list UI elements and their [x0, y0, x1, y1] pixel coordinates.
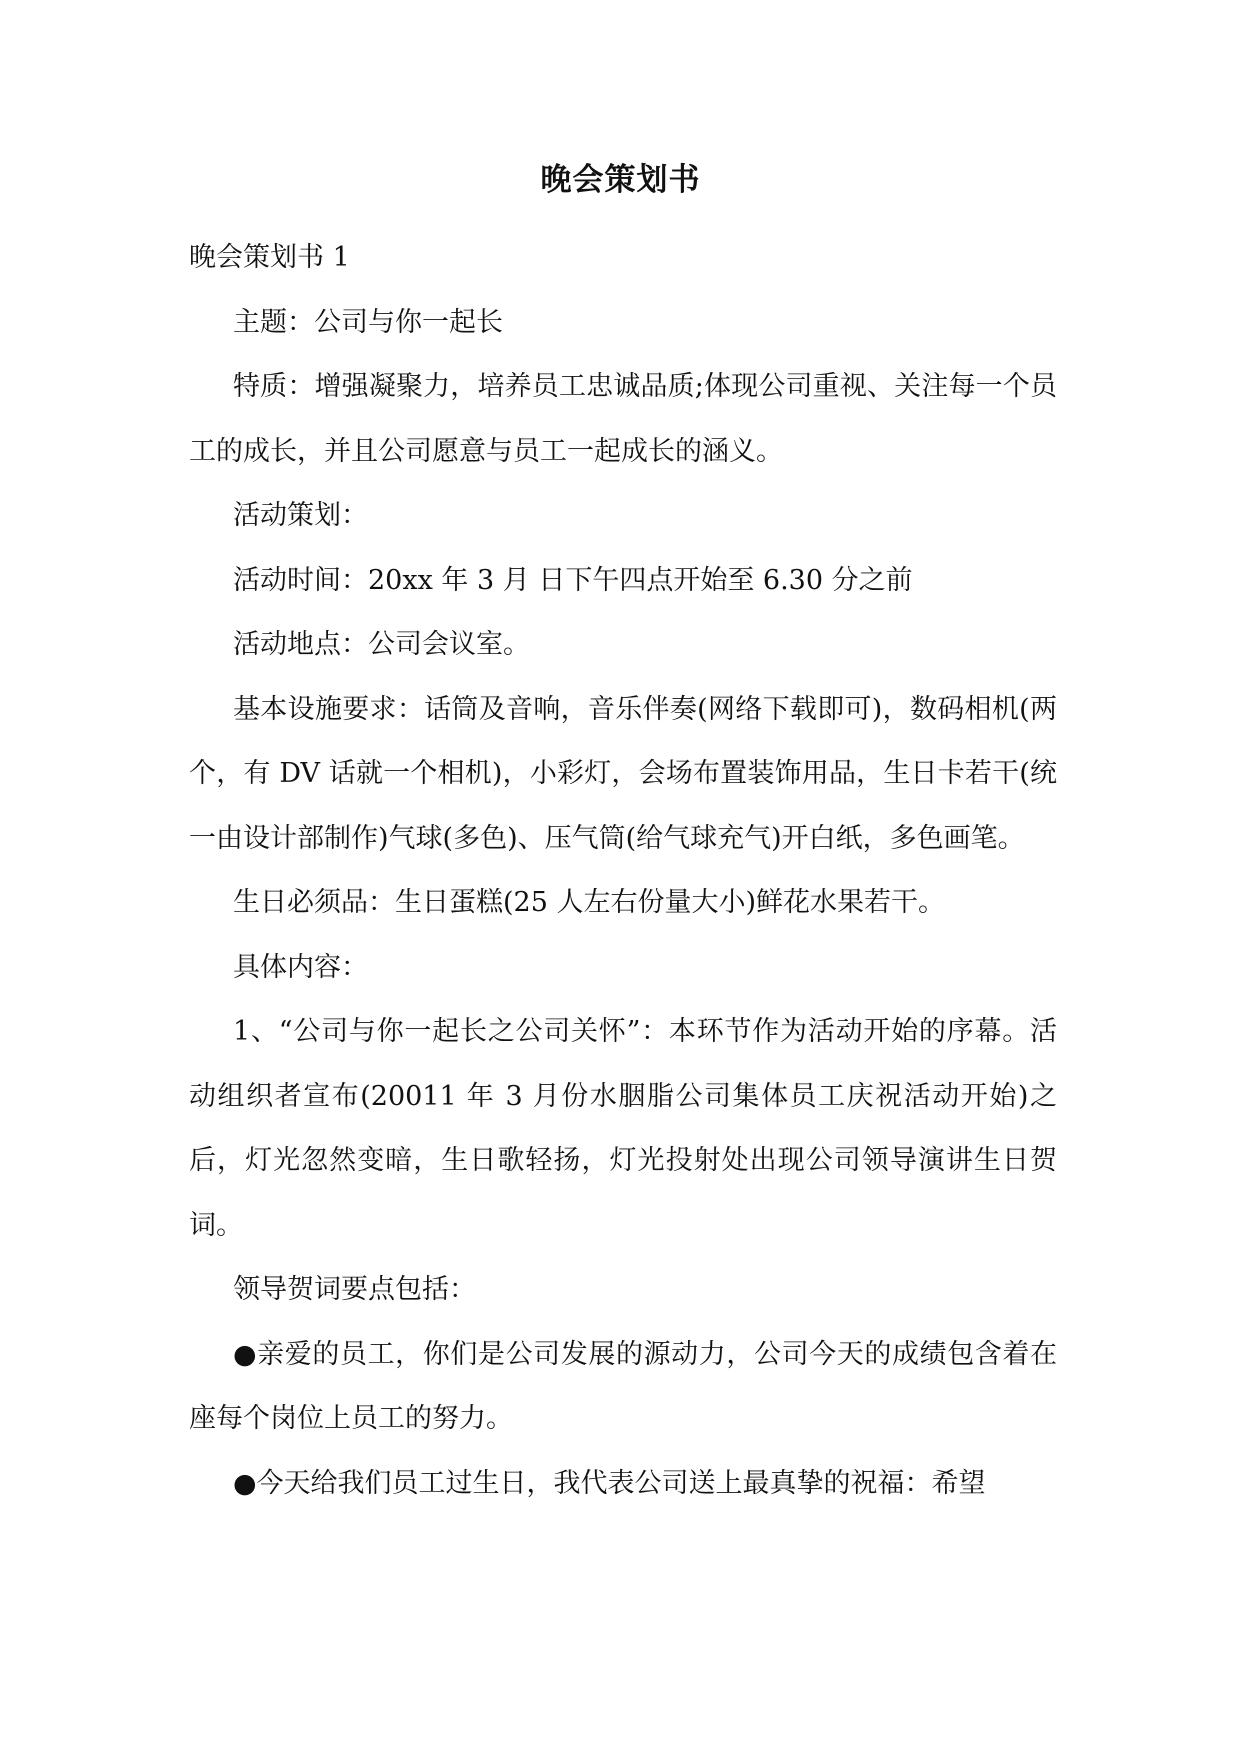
- document-body: [189, 226, 1057, 1516]
- section-heading: 晚会策划书 1: [189, 242, 350, 273]
- facilities-paragraph: 基本设施要求：话筒及音响，音乐伴奏(网络下载即可)，数码相机(两个，有 DV 话就一个相机)，小彩灯，会场布置装饰用品，生日卡若干(统一由设计部制作)气球(多色)、压气筒(给气球充气)开白纸，多色画笔。: [189, 693, 1057, 854]
- activity-time-paragraph: 活动时间：20xx 年 3 月 日下午四点开始至 6.30 分之前: [233, 564, 913, 596]
- document-title: 晚会策划书: [540, 162, 701, 198]
- feature-paragraph: 特质：增强凝聚力，培养员工忠诚品质;体现公司重视、关注每一个员工的成长，并且公司愿意与员工一起成长的涵义。: [189, 371, 1057, 467]
- speech-bullet-2: ●今天给我们员工过生日，我代表公司送上最真挚的祝福：希望: [233, 1467, 986, 1499]
- theme-paragraph: 主题：公司与你一起长: [233, 306, 503, 338]
- speech-bullet-1: ●亲爱的员工，你们是公司发展的源动力，公司今天的成绩包含着在座每个岗位上员工的努力。: [189, 1338, 1057, 1434]
- content-heading: 具体内容：: [233, 951, 368, 983]
- activity-location-paragraph: 活动地点：公司会议室。: [233, 629, 530, 660]
- birthday-essentials-paragraph: 生日必须品：生日蛋糕(25 人左右份量大小)鲜花水果若干。: [233, 887, 946, 918]
- content-item-1-paragraph: 1、“公司与你一起长之公司关怀”：本环节作为活动开始的序幕。活动组织者宣布(20011 年 3 月份水胭脂公司集体员工庆祝活动开始)之后，灯光忽然变暗，生日歌轻扬，灯光投射处出现公司领导演讲生日贺词。: [189, 1016, 1057, 1241]
- speech-points-heading: 领导贺词要点包括：: [233, 1274, 476, 1305]
- activity-plan-heading: 活动策划：: [233, 500, 368, 531]
